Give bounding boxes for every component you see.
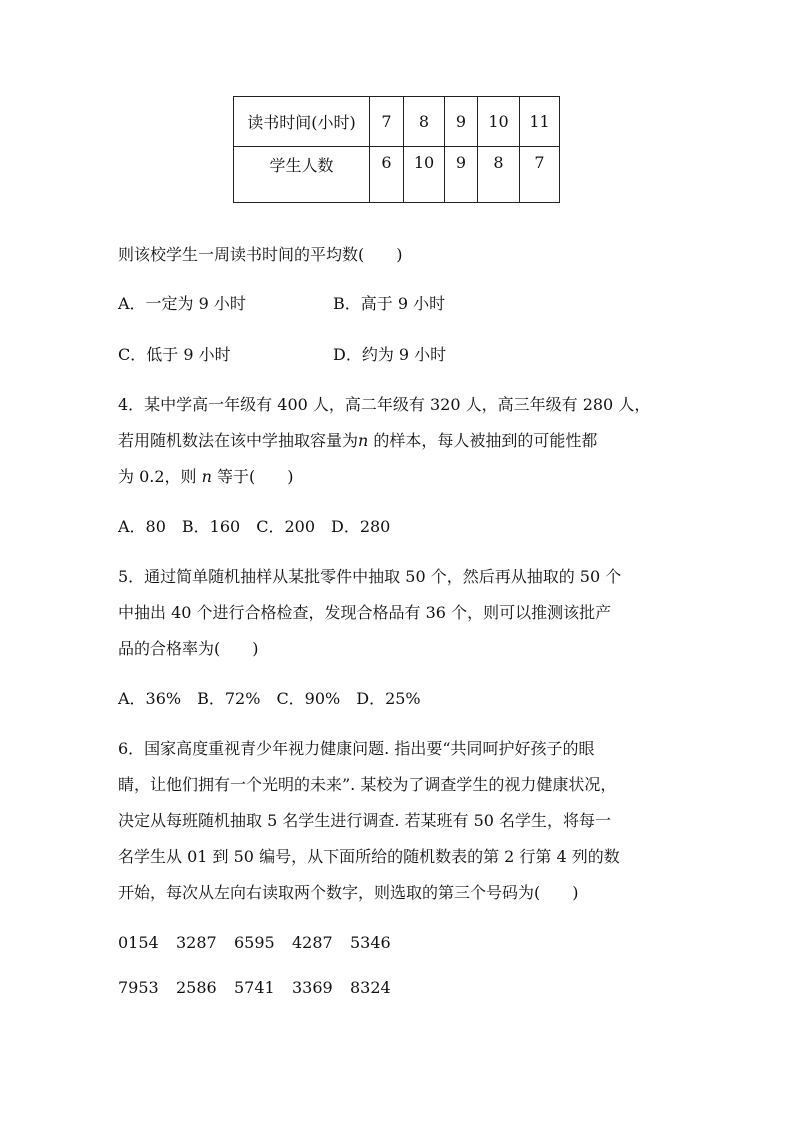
q3-option-c: C．低于 9 小时 xyxy=(118,345,231,364)
random-number: 0154 xyxy=(118,933,159,952)
q3-stem: 则该校学生一周读书时间的平均数( ) xyxy=(118,245,403,264)
q3-option-b: B．高于 9 小时 xyxy=(333,294,446,313)
q4-line-1: 4．某中学高一年级有 400 人，高二年级有 320 人，高三年级有 280 人， xyxy=(118,395,651,414)
q4-line-3 xyxy=(118,466,294,488)
table-row xyxy=(234,97,560,147)
random-number: 4287 xyxy=(292,933,333,952)
q5-line-2: 中抽出 40 个进行合格检查，发现合格品有 36 个，则可以推测该批产 xyxy=(118,603,612,622)
table-cell: 10 xyxy=(404,147,445,203)
table-row xyxy=(234,147,560,203)
random-number: 3369 xyxy=(292,978,333,997)
random-number: 5346 xyxy=(350,933,391,952)
q4-options: A．80 B．160 C．200 D．280 xyxy=(118,517,391,536)
q4-text: 若用随机数法在该中学抽取容量为 xyxy=(118,431,359,450)
random-number-row-1 xyxy=(118,932,408,954)
table-cell: 9 xyxy=(445,147,478,203)
variable-n: n xyxy=(201,467,212,486)
q6-line-3: 决定从每班随机抽取 5 名学生进行调查. 若某班有 50 名学生，将每一 xyxy=(118,811,612,830)
q4-line-2 xyxy=(118,430,597,452)
random-number: 3287 xyxy=(176,933,217,952)
random-number: 2586 xyxy=(176,978,217,997)
q4-text: 为 0.2，则 xyxy=(118,467,202,486)
table-cell: 6 xyxy=(370,147,404,203)
table-cell: 8 xyxy=(478,147,520,203)
table-cell: 7 xyxy=(520,147,560,203)
q6-line-2: 睛，让他们拥有一个光明的未来”. 某校为了调查学生的视力健康状况， xyxy=(118,775,617,794)
table-cell: 7 xyxy=(370,97,404,147)
table-header-cell: 学生人数 xyxy=(234,147,370,203)
q4-text: 的样本，每人被抽到的可能性都 xyxy=(368,431,598,450)
table-cell: 8 xyxy=(404,97,445,147)
q3-option-a: A．一定为 9 小时 xyxy=(118,294,246,313)
table-cell: 11 xyxy=(520,97,560,147)
q3-option-d: D．约为 9 小时 xyxy=(333,345,447,364)
variable-n: n xyxy=(358,431,369,450)
random-number: 8324 xyxy=(350,978,391,997)
q5-line-1: 5．通过简单随机抽样从某批零件中抽取 50 个，然后再从抽取的 50 个 xyxy=(118,567,622,586)
q4-text: 等于( ) xyxy=(211,467,294,486)
q6-line-5: 开始，每次从左向右读取两个数字，则选取的第三个号码为( ) xyxy=(118,883,579,902)
random-number: 5741 xyxy=(234,978,275,997)
q5-line-3: 品的合格率为( ) xyxy=(118,639,259,658)
table-cell: 9 xyxy=(445,97,478,147)
q6-line-1: 6．国家高度重视青少年视力健康问题. 指出要“共同呵护好孩子的眼 xyxy=(118,739,595,758)
table-header-cell: 读书时间(小时) xyxy=(234,97,370,147)
table-cell: 10 xyxy=(478,97,520,147)
random-number: 6595 xyxy=(234,933,275,952)
reading-time-table xyxy=(233,96,560,203)
random-number: 7953 xyxy=(118,978,159,997)
q5-options: A．36% B．72% C．90% D．25% xyxy=(118,689,421,708)
random-number-row-2 xyxy=(118,977,408,999)
q6-line-4: 名学生从 01 到 50 编号，从下面所给的随机数表的第 2 行第 4 列的数 xyxy=(118,847,620,866)
